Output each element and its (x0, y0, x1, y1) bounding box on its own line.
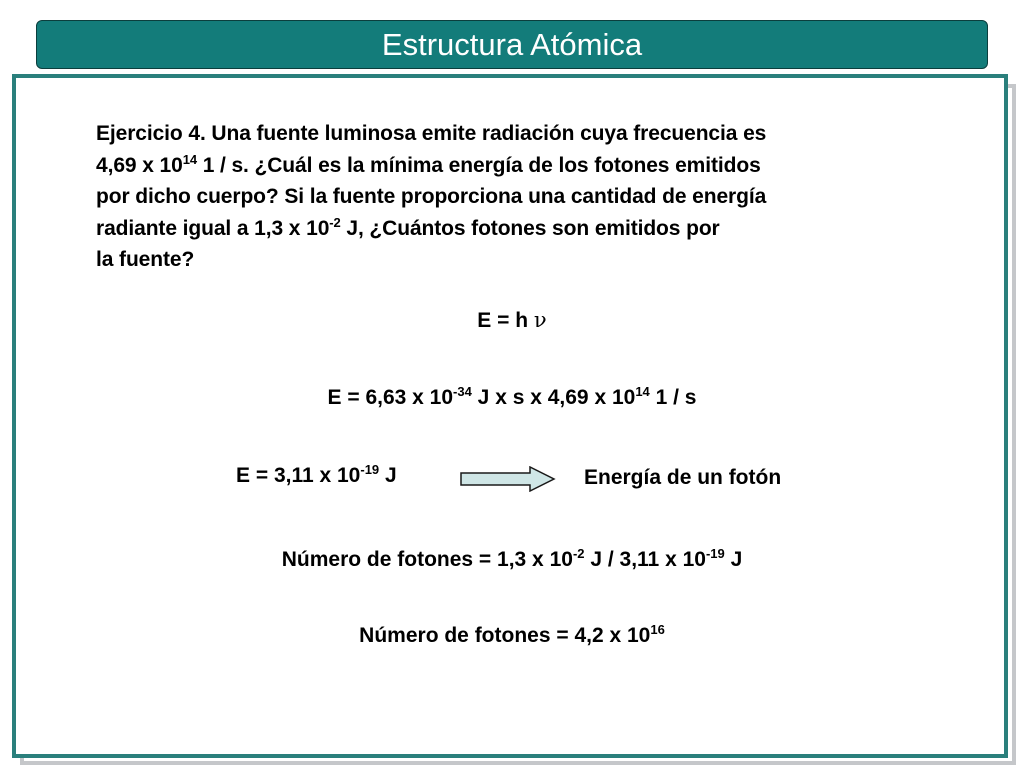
question-line-5: la fuente? (96, 248, 195, 271)
planck-formula: E = h ν (477, 308, 547, 332)
slide-title: Estructura Atómica (381, 26, 643, 62)
nu-symbol: ν (533, 308, 547, 332)
exponent: 14 (182, 151, 197, 167)
question-line-4: radiante igual a 1,3 x $10^{-2}$ J, ¿Cuántos fotones son emitidos por (96, 214, 720, 240)
question-line-3: por dicho cuerpo? Si la fuente proporciona una cantidad de energía (96, 185, 767, 208)
exercise-question (96, 118, 956, 276)
photon-count-result: Número de fotones = 4,2 x $10^{16}$ (359, 622, 665, 647)
question-line-1: Ejercicio 4. Una fuente luminosa emite radiación cuya frecuencia es (96, 122, 767, 145)
exponent: -2 (329, 214, 341, 230)
energy-substitution: E = 6,63 x $10^{-34}$ J x s x 4,69 x $10^{14}$ 1 / s (327, 384, 697, 409)
energy-result: E = 3,11 x $10^{-19}$ J (236, 462, 397, 487)
right-arrow-icon (460, 466, 556, 492)
photon-energy-label: Energía de un fotón (584, 466, 782, 489)
photon-count-equation: Número de fotones = 1,3 x $10^{-2}$ J / 3,11 x $10^{-19}$ J (281, 546, 743, 571)
slide-title-bar (36, 20, 988, 69)
question-line-2: 4,69 x $10^{14}$ 1 / s. ¿Cuál es la mínima energía de los fotones emitidos (96, 151, 761, 177)
